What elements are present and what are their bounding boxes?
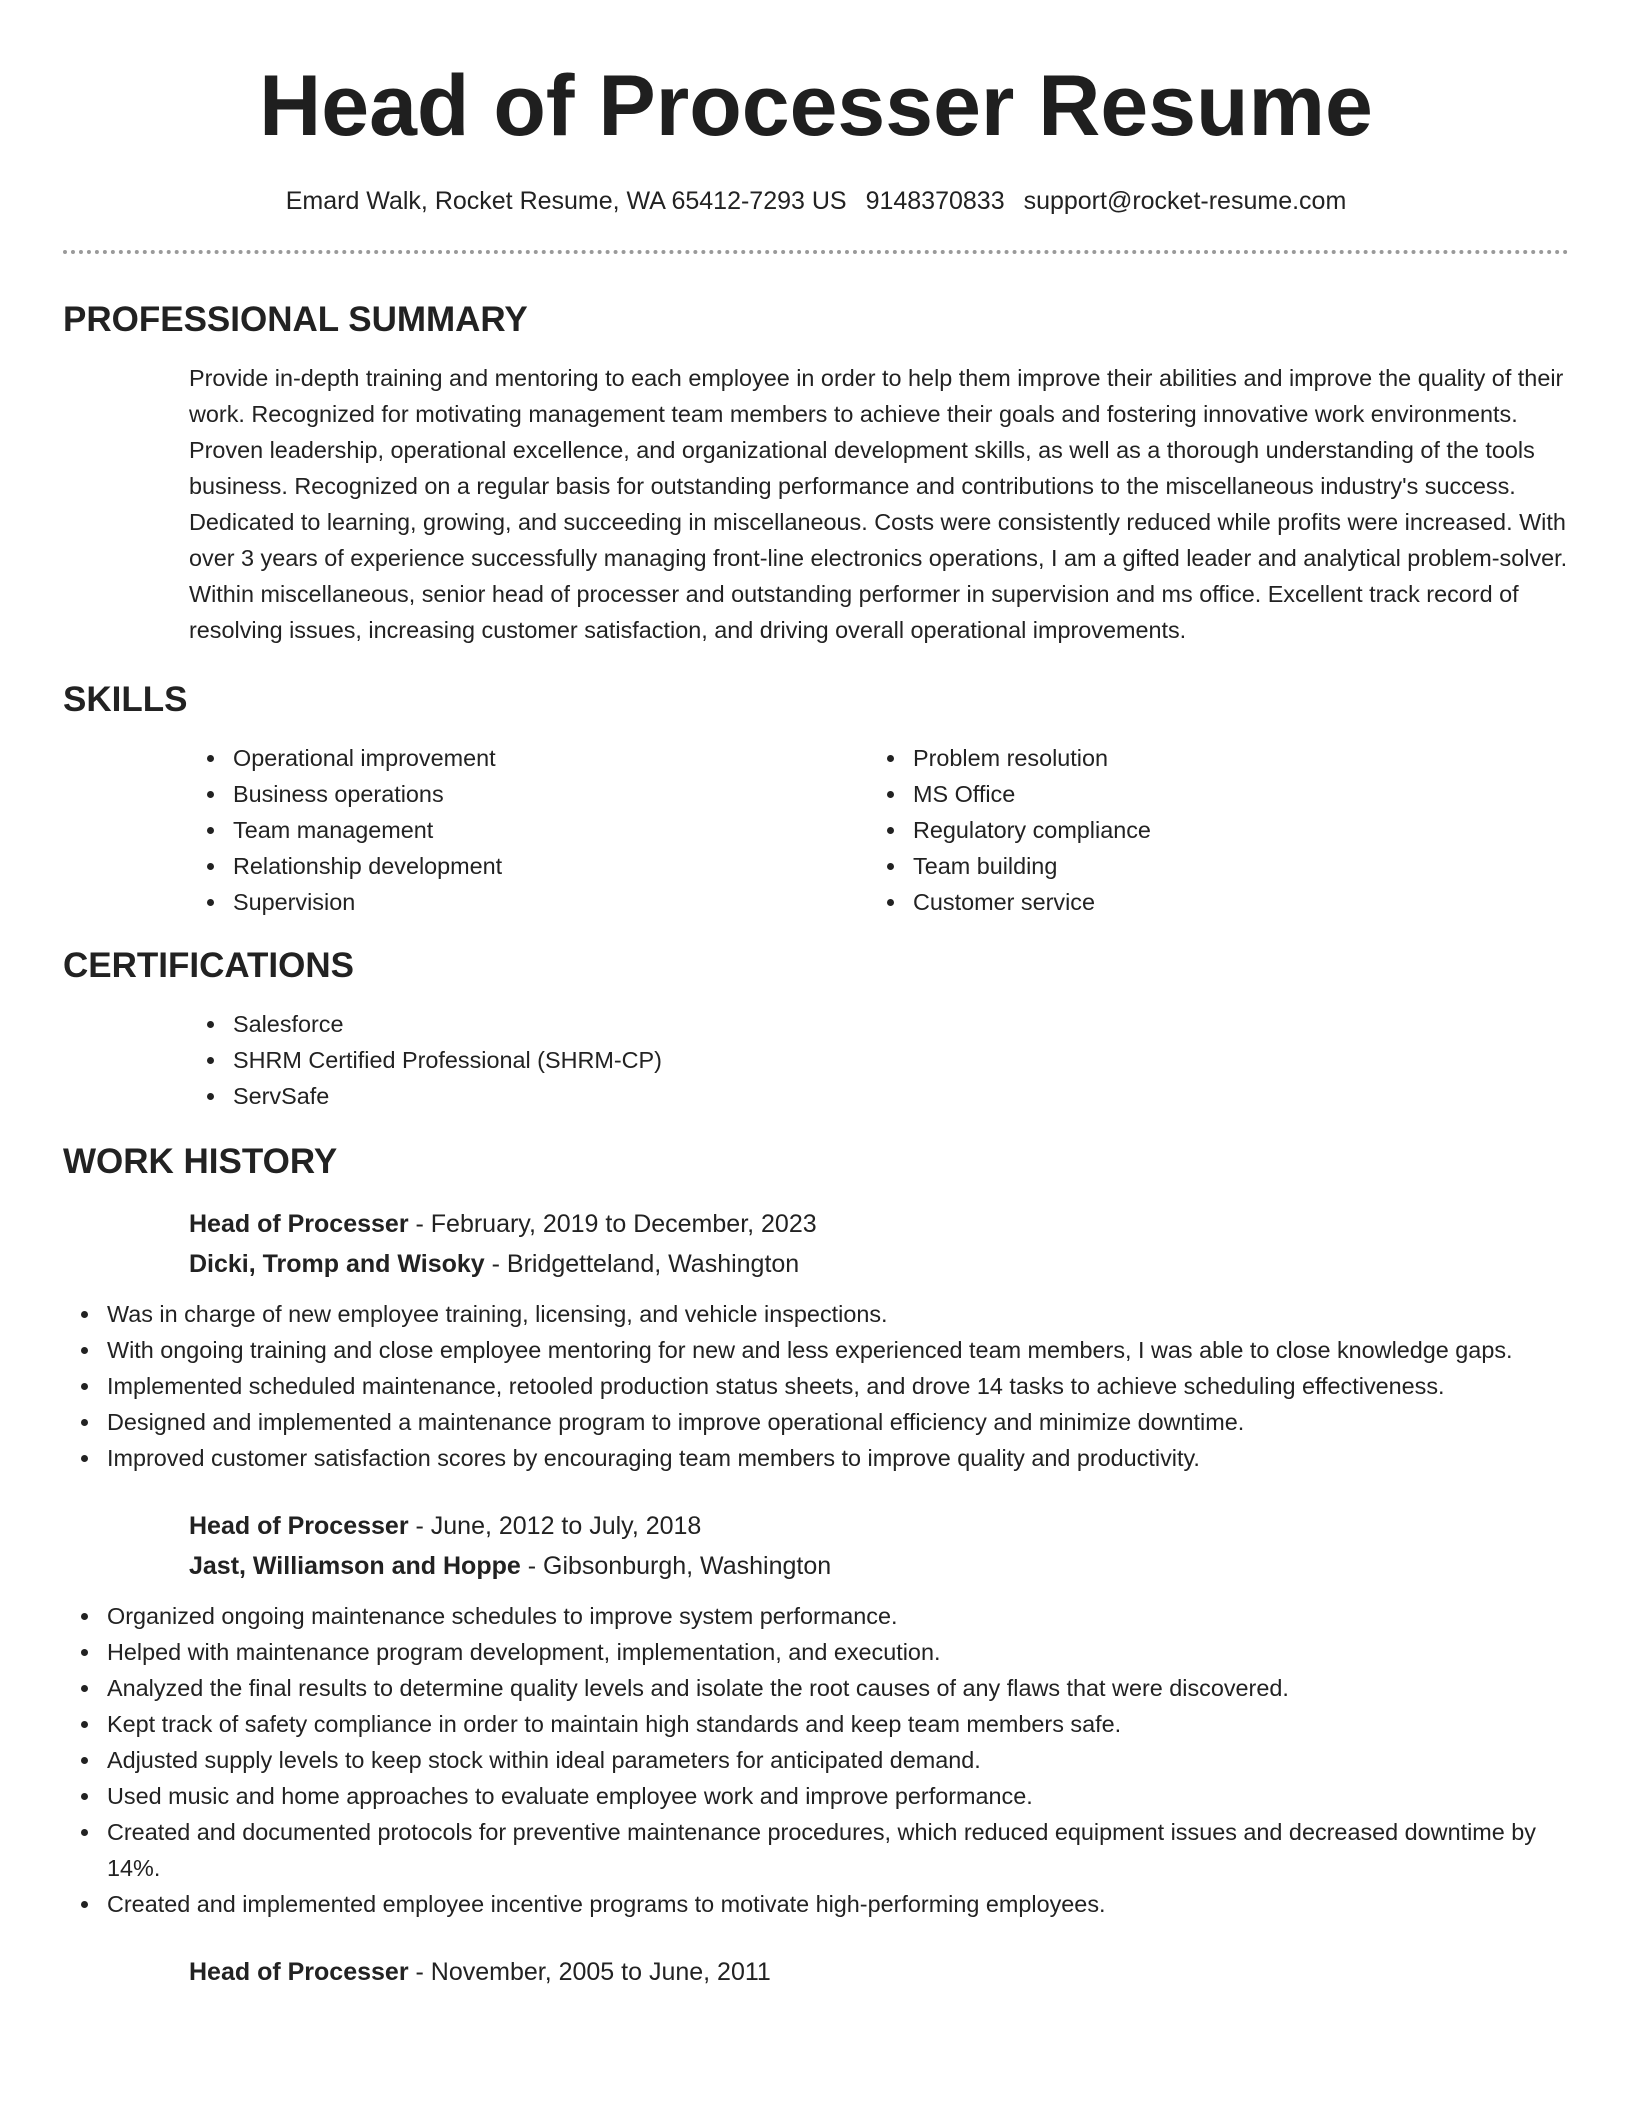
contact-email: support@rocket-resume.com — [1023, 187, 1347, 215]
skills-heading: SKILLS — [63, 680, 188, 719]
skill-item: Team building — [869, 848, 1549, 884]
contact-phone: 9148370833 — [865, 187, 1005, 215]
job-bullet: Created and implemented employee incentive programs to motivate high-performing employees. — [63, 1886, 1569, 1922]
certifications-heading: CERTIFICATIONS — [63, 946, 355, 985]
job-bullet: With ongoing training and close employee mentoring for new and less experienced team members, I was able to close knowledge gaps. — [63, 1332, 1569, 1368]
job-bullet: Organized ongoing maintenance schedules to improve system performance. — [63, 1598, 1569, 1634]
header-divider — [63, 250, 1569, 254]
job-bullets — [0, 1296, 1569, 1476]
skill-item: Customer service — [869, 884, 1549, 920]
job-bullets — [0, 1598, 1569, 1922]
job-entry — [189, 1506, 1569, 1586]
job-bullet: Used music and home approaches to evaluate employee work and improve performance. — [63, 1778, 1569, 1814]
certification-item: SHRM Certified Professional (SHRM-CP) — [189, 1042, 1569, 1078]
job-dates: - November, 2005 to June, 2011 — [408, 1958, 771, 1986]
skill-item: Business operations — [189, 776, 869, 812]
skill-item: Relationship development — [189, 848, 869, 884]
skills-list — [189, 740, 1569, 920]
summary-text: Provide in-depth training and mentoring to each employee in order to help them improve their abilities and improve the quality of their work. Recognized for motivating management team members to achieve their goals and fostering innovative work environments. Proven leadership, operational excellence, and organizational development skills, as well as a thorough understanding of the tools business. Recognized on a regular basis for outstanding performance and contributions to the miscellaneous industry's success. Dedicated to learning, growing, and succeeding in miscellaneous. Costs were consistently reduced while profits were increased. With over 3 years of experience successfully managing front-line electronics operations, I am a gifted leader and analytical problem-solver. Within miscellaneous, senior head of processer and outstanding performer in supervision and ms office. Excellent track record of resolving issues, increasing customer satisfaction, and driving overall operational improvements. — [189, 365, 1568, 643]
job-bullet: Created and documented protocols for preventive maintenance procedures, which reduced equipment issues and decreased downtime by 14%. — [63, 1814, 1569, 1886]
job-bullet: Analyzed the final results to determine quality levels and isolate the root causes of any flaws that were discovered. — [63, 1670, 1569, 1706]
job-bullet: Improved customer satisfaction scores by encouraging team members to improve quality and productivity. — [63, 1440, 1569, 1476]
skill-item: Team management — [189, 812, 869, 848]
contact-line — [63, 184, 1569, 218]
skill-item: Supervision — [189, 884, 869, 920]
job-location: - Gibsonburgh, Washington — [520, 1552, 832, 1580]
job-company-line — [189, 1244, 1569, 1284]
job-company: Dicki, Tromp and Wisoky — [189, 1250, 485, 1278]
job-bullet: Adjusted supply levels to keep stock within ideal parameters for anticipated demand. — [63, 1742, 1569, 1778]
job-location: - Bridgetteland, Washington — [484, 1250, 800, 1278]
contact-address: Emard Walk, Rocket Resume, WA 65412-7293 US — [285, 187, 847, 215]
job-title-line — [189, 1952, 1569, 1992]
job-entry — [189, 1204, 1569, 1284]
certification-item: Salesforce — [189, 1006, 1569, 1042]
job-bullet: Was in charge of new employee training, licensing, and vehicle inspections. — [63, 1296, 1569, 1332]
job-company: Jast, Williamson and Hoppe — [189, 1552, 521, 1580]
page-title: Head of Processer Resume — [259, 58, 1373, 154]
job-dates: - June, 2012 to July, 2018 — [408, 1512, 702, 1540]
job-bullet: Designed and implemented a maintenance program to improve operational efficiency and minimize downtime. — [63, 1404, 1569, 1440]
job-entry — [189, 1952, 1569, 1992]
skills-column-right — [869, 740, 1549, 920]
skill-item: Operational improvement — [189, 740, 869, 776]
job-title-line — [189, 1506, 1569, 1546]
certification-item: ServSafe — [189, 1078, 1569, 1114]
job-title: Head of Processer — [189, 1958, 409, 1986]
job-company-line — [189, 1546, 1569, 1586]
job-title: Head of Processer — [189, 1210, 409, 1238]
skill-item: Problem resolution — [869, 740, 1549, 776]
certifications-list — [189, 1006, 1569, 1114]
summary-heading: PROFESSIONAL SUMMARY — [63, 300, 528, 339]
job-dates: - February, 2019 to December, 2023 — [408, 1210, 817, 1238]
job-bullet: Kept track of safety compliance in order to maintain high standards and keep team members safe. — [63, 1706, 1569, 1742]
skills-column-left — [189, 740, 869, 920]
job-bullet: Implemented scheduled maintenance, retooled production status sheets, and drove 14 tasks to achieve scheduling effectiveness. — [63, 1368, 1569, 1404]
job-title-line — [189, 1204, 1569, 1244]
job-title: Head of Processer — [189, 1512, 409, 1540]
skill-item: Regulatory compliance — [869, 812, 1549, 848]
work-history-heading: WORK HISTORY — [63, 1142, 338, 1181]
job-bullet: Helped with maintenance program development, implementation, and execution. — [63, 1634, 1569, 1670]
skill-item: MS Office — [869, 776, 1549, 812]
